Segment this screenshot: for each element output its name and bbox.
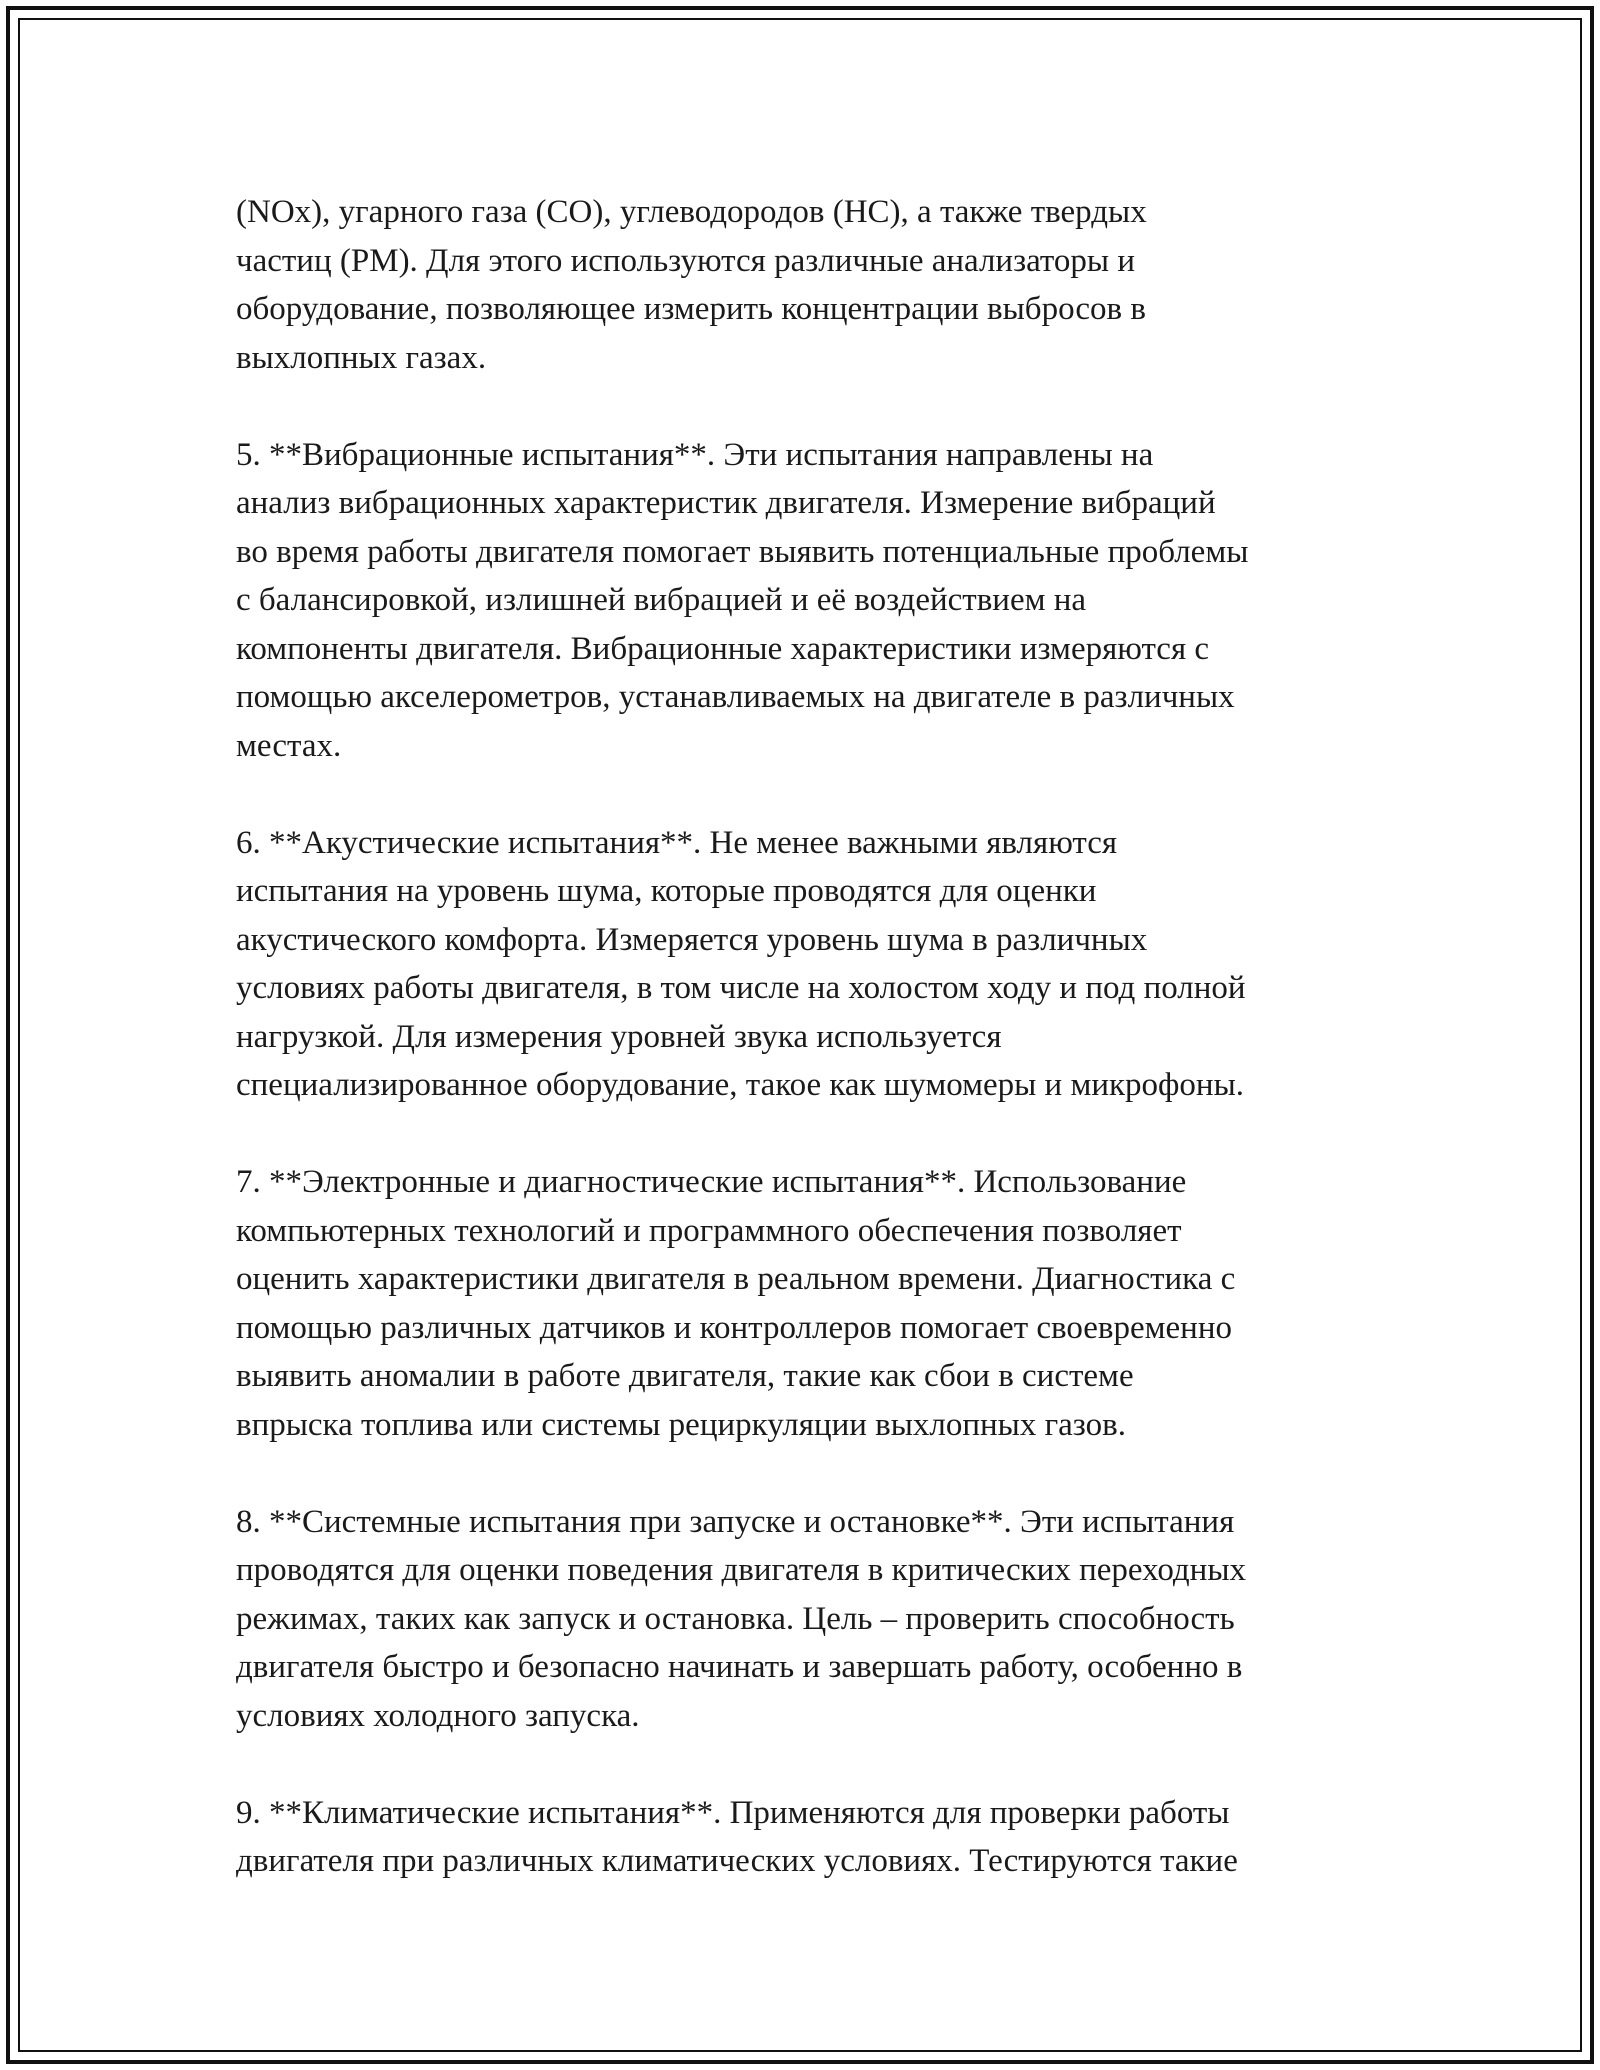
text-line: режимах, таких как запуск и остановка. Цель – проверить способность [236,1600,1235,1637]
paragraph-startup-shutdown-tests [236,1498,1366,1741]
text-line: 9. **Климатические испытания**. Применяются для проверки работы [236,1794,1230,1831]
text-line: 7. **Электронные и диагностические испытания**. Использование [236,1164,1187,1200]
document-body [236,188,1366,1934]
text-line: двигателя при различных климатических условиях. Тестируются такие [236,1843,1238,1879]
text-line: помощью акселерометров, устанавливаемых на двигателе в различных [236,679,1235,715]
text-line: 6. **Акустические испытания**. Не менее важными являются [236,824,1118,861]
text-line: анализ вибрационных характеристик двигателя. Измерение вибраций [236,485,1216,521]
text-line: помощью различных датчиков и контроллеров помогает своевременно [236,1309,1232,1346]
text-line: (NOx), угарного газа (CO), углеводородов (HC), а также твердых [236,194,1147,230]
text-line: 8. **Системные испытания при запуске и остановке**. Эти испытания [236,1503,1235,1540]
text-line: 5. **Вибрационные испытания**. Эти испытания направлены на [236,436,1154,473]
text-line: во время работы двигателя помогает выявить потенциальные проблемы [236,533,1249,570]
text-line: нагрузкой. Для измерения уровней звука используется [236,1018,1002,1055]
paragraph-emissions-continued [236,188,1366,382]
text-line: условиях холодного запуска. [236,1697,640,1734]
text-line: впрыска топлива или системы рециркуляции выхлопных газов. [236,1406,1126,1443]
text-line: двигателя быстро и безопасно начинать и завершать работу, особенно в [236,1649,1243,1685]
text-line: выявить аномалии в работе двигателя, такие как сбои в системе [236,1358,1134,1394]
text-line: компоненты двигателя. Вибрационные характеристики измеряются с [236,630,1210,667]
paragraph-acoustic-tests [236,819,1366,1110]
text-line: оборудование, позволяющее измерить концентрации выбросов в [236,291,1146,327]
paragraph-electronic-tests [236,1158,1366,1449]
paragraph-climate-tests [236,1789,1366,1886]
text-line: условиях работы двигателя, в том числе на холостом ходу и под полной [236,970,1246,1006]
text-line: выхлопных газах. [236,339,487,376]
text-line: местах. [236,727,342,764]
text-line: компьютерных технологий и программного обеспечения позволяет [236,1212,1182,1249]
text-line: испытания на уровень шума, которые проводятся для оценки [236,873,1097,909]
text-line: с балансировкой, излишней вибрацией и её воздействием на [236,582,1087,618]
paragraph-vibration-tests [236,431,1366,771]
text-line: акустического комфорта. Измеряется уровень шума в различных [236,921,1148,958]
text-line: специализированное оборудование, такое как шумомеры и микрофоны. [236,1067,1244,1103]
text-line: оценить характеристики двигателя в реальном времени. Диагностика с [236,1261,1236,1297]
text-line: частиц (PM). Для этого используются различные анализаторы и [236,242,1135,279]
text-line: проводятся для оценки поведения двигателя в критических переходных [236,1552,1246,1588]
